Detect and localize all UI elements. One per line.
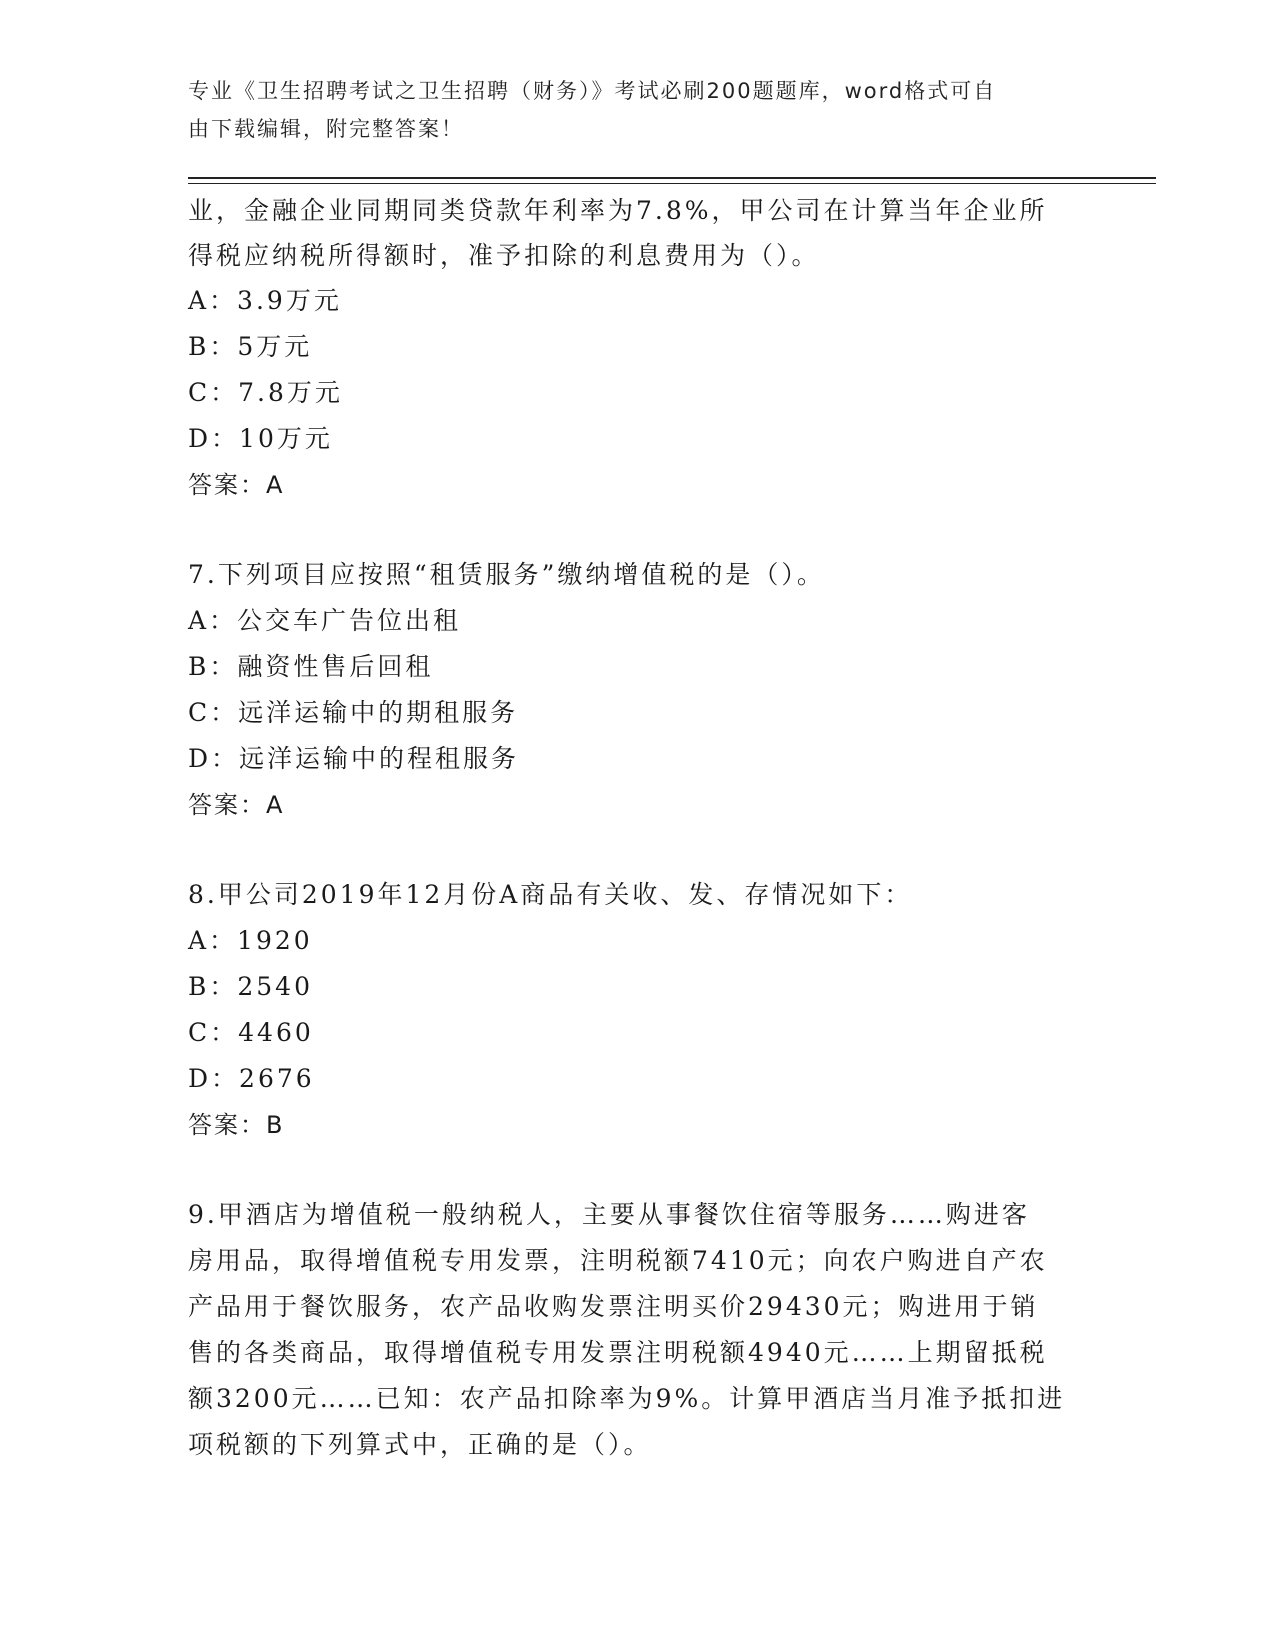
option-a: A：1920 xyxy=(188,926,313,955)
question-spacer xyxy=(188,828,1088,872)
option-b: B：2540 xyxy=(188,972,313,1001)
question-7 xyxy=(188,552,1088,828)
option-c: C：7.8万元 xyxy=(188,378,343,407)
question-text-line: 业，金融企业同期同类贷款年利率为7.8%，甲公司在计算当年企业所 xyxy=(188,196,1048,225)
option-a: A：3.9万元 xyxy=(188,286,342,315)
header-divider-thick xyxy=(188,177,1156,179)
question-text-line: 9.甲酒店为增值税一般纳税人，主要从事餐饮住宿等服务……购进客 xyxy=(188,1200,1030,1229)
question-text-line: 额3200元……已知：农产品扣除率为9%。计算甲酒店当月准予抵扣进 xyxy=(188,1384,1066,1413)
option-c: C：远洋运输中的期租服务 xyxy=(188,698,519,727)
question-text-line: 7.下列项目应按照“租赁服务”缴纳增值税的是（）。 xyxy=(188,560,825,589)
header-divider-thin xyxy=(188,183,1156,184)
question-spacer xyxy=(188,508,1088,552)
option-b: B：融资性售后回租 xyxy=(188,652,434,681)
option-d: D：2676 xyxy=(188,1064,315,1093)
header-line-1: 专业《卫生招聘考试之卫生招聘（财务）》考试必刷200题题库，word格式可自 xyxy=(188,79,997,103)
question-list xyxy=(188,188,1088,1468)
question-text-line: 房用品，取得增值税专用发票，注明税额7410元；向农户购进自产农 xyxy=(188,1246,1048,1275)
question-text-line: 产品用于餐饮服务，农产品收购发票注明买价29430元；购进用于销 xyxy=(188,1292,1039,1321)
option-d: D：10万元 xyxy=(188,424,333,453)
answer-label: 答案：A xyxy=(188,471,285,499)
answer-label: 答案：A xyxy=(188,791,285,819)
header-line-2: 由下载编辑，附完整答案！ xyxy=(188,117,464,141)
question-text-line: 8.甲公司2019年12月份A商品有关收、发、存情况如下： xyxy=(188,880,913,909)
option-b: B：5万元 xyxy=(188,332,313,361)
question-8 xyxy=(188,872,1088,1148)
option-d: D：远洋运输中的程租服务 xyxy=(188,744,520,773)
question-9 xyxy=(188,1192,1088,1468)
document-header xyxy=(188,72,1068,148)
question-text-line: 售的各类商品，取得增值税专用发票注明税额4940元……上期留抵税 xyxy=(188,1338,1048,1367)
option-c: C：4460 xyxy=(188,1018,314,1047)
question-text-line: 项税额的下列算式中，正确的是（）。 xyxy=(188,1430,652,1459)
answer-label: 答案：B xyxy=(188,1111,285,1139)
question-text-line: 得税应纳税所得额时，准予扣除的利息费用为（）。 xyxy=(188,241,820,270)
option-a: A：公交车广告位出租 xyxy=(188,606,462,635)
question-spacer xyxy=(188,1148,1088,1192)
question-6 xyxy=(188,188,1088,508)
